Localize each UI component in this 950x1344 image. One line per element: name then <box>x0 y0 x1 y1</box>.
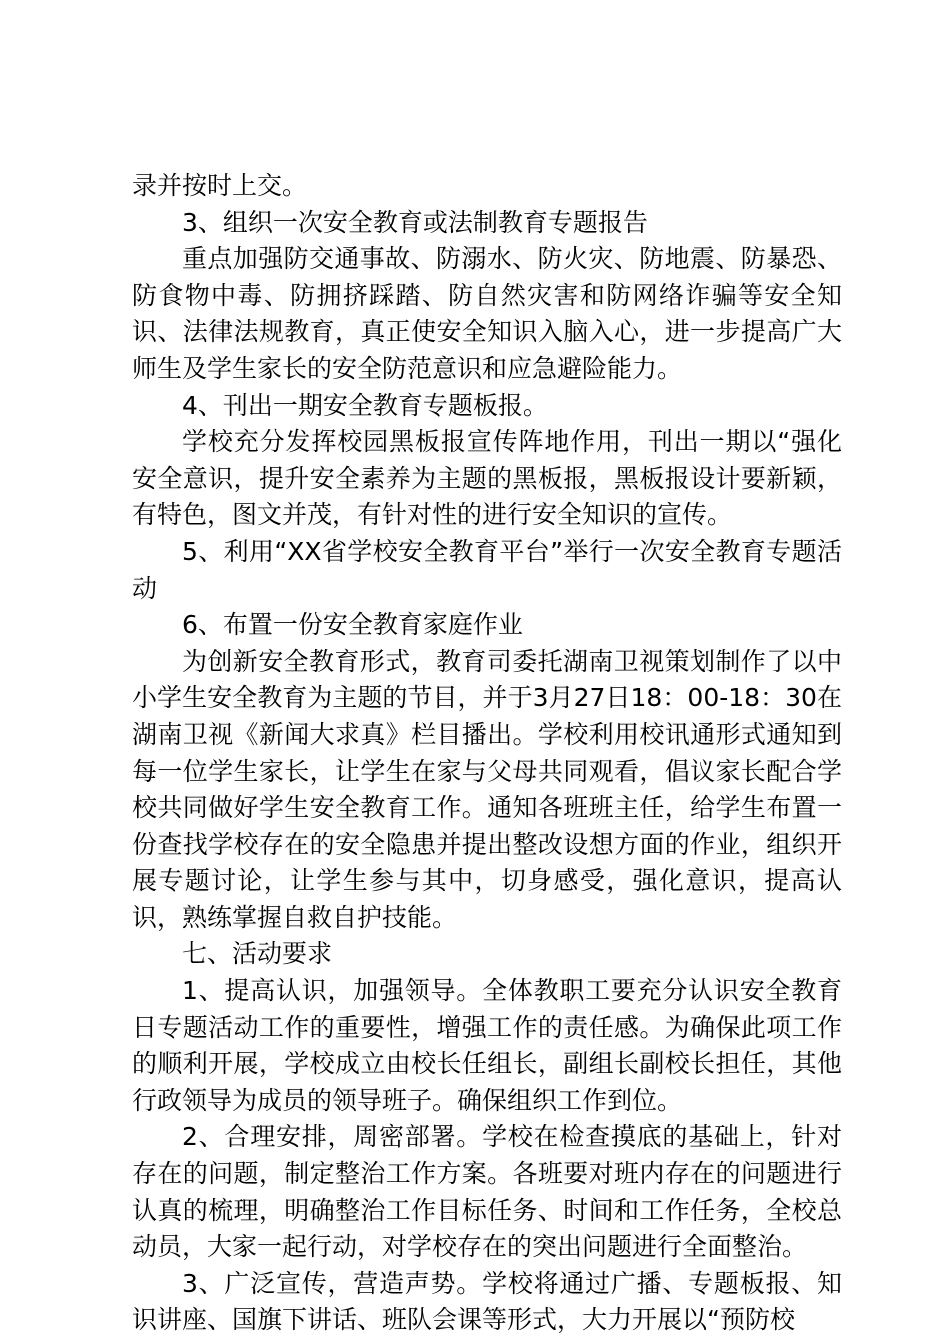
section-7-heading: 七、活动要求 <box>182 939 333 969</box>
paragraph-continuation: 录并按时上交。 <box>132 171 308 200</box>
requirement-3: 3、广泛宣传，营造声势。学校将通过广播、专题板报、知识讲座、国旗下讲话、班队会课等形式，大力开展以“预防校 <box>132 1268 842 1335</box>
item-3-heading: 3、组织一次安全教育或法制教育专题报告 <box>182 207 648 237</box>
item-5-heading: 5、利用“XX省学校安全教育平台”举行一次安全教育专题活动 <box>132 536 842 603</box>
document-body <box>132 168 842 1339</box>
item-4-body: 学校充分发挥校园黑板报宣传阵地作用，刊出一期以“强化安全意识，提升安全素养为主题的黑板报，黑板报设计要新颖，有特色，图文并茂，有针对性的进行安全知识的宣传。 <box>132 427 842 530</box>
item-3-body: 重点加强防交通事故、防溺水、防火灾、防地震、防暴恐、防食物中毒、防拥挤踩踏、防自然灾害和防网络诈骗等安全知识、法律法规教育，真正使安全知识入脑入心，进一步提高广大师生及学生家长的安全防范意识和应急避险能力。 <box>132 244 842 383</box>
item-4-heading: 4、刊出一期安全教育专题板报。 <box>182 390 548 420</box>
requirement-2: 2、合理安排，周密部署。学校在检查摸底的基础上，针对存在的问题，制定整治工作方案。各班要对班内存在的问题进行认真的梳理，明确整治工作目标任务、时间和工作任务，全校总动员，大家一起行动，对学校存在的突出问题进行全面整治。 <box>132 1122 842 1262</box>
item-6-body: 为创新安全教育形式，教育司委托湖南卫视策划制作了以中小学生安全教育为主题的节目，并于3月27日18：00-18：30在湖南卫视《新闻大求真》栏目播出。学校利用校讯通形式通知到每一位学生家长，让学生在家与父母共同观看，倡议家长配合学校共同做好学生安全教育工作。通知各班班主任，给学生布置一份查找学校存在的安全隐患并提出整改设想方面的作业，组织开展专题讨论，让学生参与其中，切身感受，强化意识，提高认识，熟练掌握自救自护技能。 <box>132 646 842 932</box>
item-6-heading: 6、布置一份安全教育家庭作业 <box>182 610 523 640</box>
requirement-1: 1、提高认识，加强领导。全体教职工要充分认识安全教育日专题活动工作的重要性，增强工作的责任感。为确保此项工作的顺利开展，学校成立由校长任组长，副组长副校长担任，其他行政领导为成员的领导班子。确保组织工作到位。 <box>132 976 842 1115</box>
